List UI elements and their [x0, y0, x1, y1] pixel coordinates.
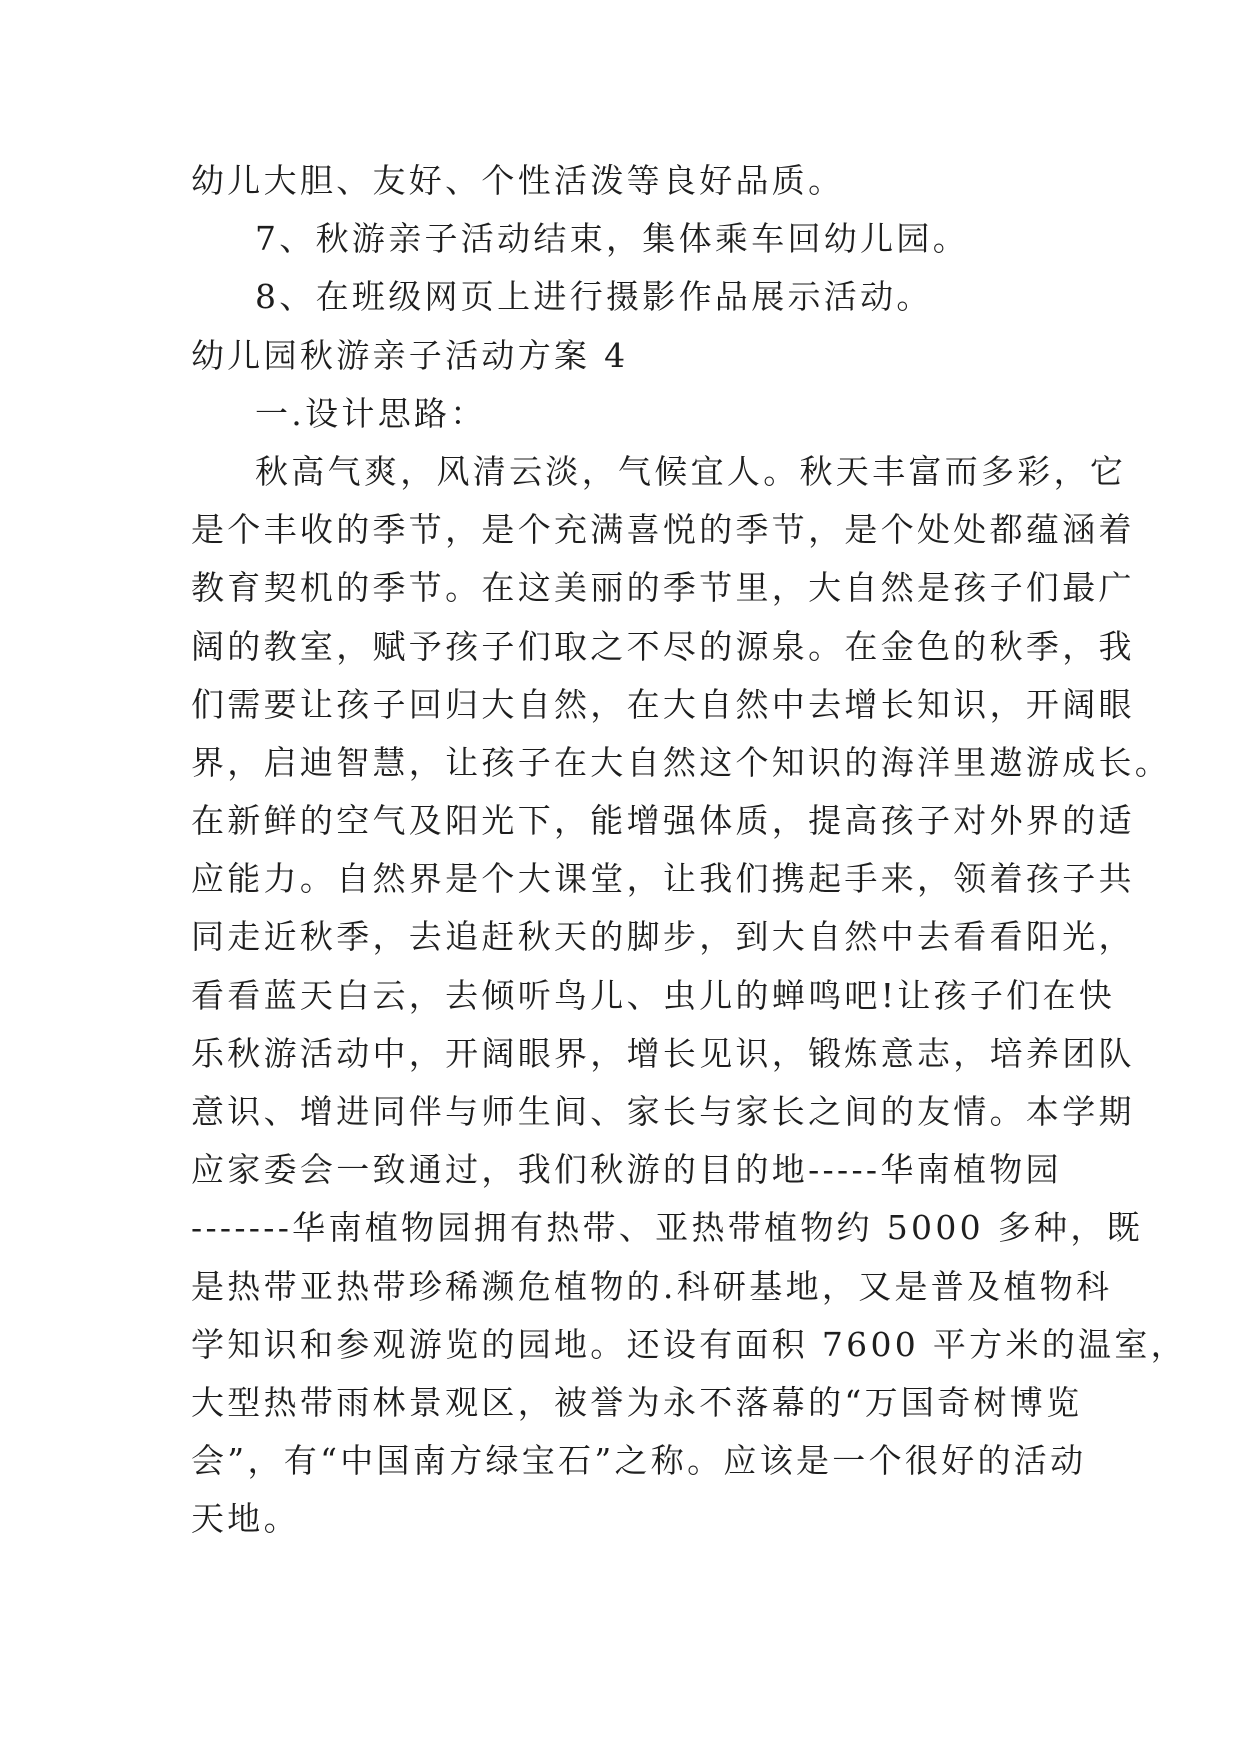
section-title: 幼儿园秋游亲子活动方案 4 — [191, 335, 629, 375]
paragraph-line: 意识、增进同伴与师生间、家长与家长之间的友情。本学期 — [191, 1092, 1135, 1131]
subsection-heading: 一.设计思路： — [255, 393, 487, 433]
list-item-7: 7、秋游亲子活动结束，集体乘车回幼儿园。 — [255, 219, 969, 259]
paragraph-line: 会”，有“中国南方绿宝石”之称。应该是一个很好的活动 — [191, 1441, 1087, 1481]
paragraph-line: 阔的教室，赋予孩子们取之不尽的源泉。在金色的秋季，我 — [191, 626, 1135, 666]
paragraph-line: 界，启迪智慧，让孩子在大自然这个知识的海洋里遨游成长。 — [191, 742, 1172, 782]
paragraph-line: 秋高气爽，风清云淡，气候宜人。秋天丰富而多彩，它 — [255, 451, 1127, 491]
paragraph-line: 天地。 — [191, 1499, 300, 1539]
paragraph-line: 看看蓝天白云，去倾听鸟儿、虫儿的蝉鸣吧!让孩子们在快 — [191, 975, 1116, 1015]
paragraph-line: 同走近秋季，去追赶秋天的脚步，到大自然中去看看阳光， — [191, 917, 1135, 957]
document-body — [191, 152, 1187, 1549]
paragraph-line: 是热带亚热带珍稀濒危植物的.科研基地，又是普及植物科 — [191, 1266, 1113, 1306]
paragraph-line: 应家委会一致通过，我们秋游的目的地-----华南植物园 — [191, 1150, 1062, 1190]
paragraph-line: 在新鲜的空气及阳光下，能增强体质，提高孩子对外界的适 — [191, 801, 1135, 841]
paragraph-line: 乐秋游活动中，开阔眼界，增长见识，锻炼意志，培养团队 — [191, 1033, 1135, 1073]
paragraph-line: 应能力。自然界是个大课堂，让我们携起手来，领着孩子共 — [191, 859, 1135, 899]
paragraph-line: 是个丰收的季节，是个充满喜悦的季节，是个处处都蕴涵着 — [191, 510, 1135, 550]
paragraph-line: 教育契机的季节。在这美丽的季节里，大自然是孩子们最广 — [191, 568, 1135, 608]
list-item-8: 8、在班级网页上进行摄影作品展示活动。 — [255, 277, 933, 317]
paragraph-line: 幼儿大胆、友好、个性活泼等良好品质。 — [191, 161, 845, 200]
paragraph-line: -------华南植物园拥有热带、亚热带植物约 5000 多种，既 — [191, 1208, 1143, 1248]
paragraph-line: 们需要让孩子回归大自然，在大自然中去增长知识，开阔眼 — [191, 684, 1135, 724]
paragraph-line: 学知识和参观游览的园地。还设有面积 7600 平方米的温室， — [191, 1324, 1187, 1364]
paragraph-line: 大型热带雨林景观区，被誉为永不落幕的“万国奇树博览 — [191, 1382, 1083, 1422]
